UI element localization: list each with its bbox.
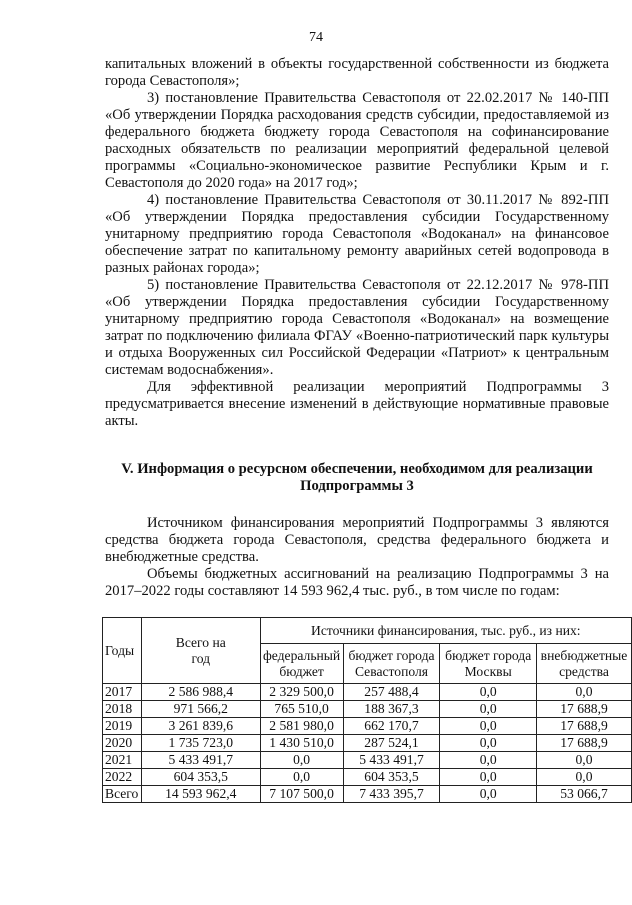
table-cell: 971 566,2 <box>141 701 260 718</box>
section-heading-line: V. Информация о ресурсном обеспечении, необходимом для реализации <box>121 461 593 477</box>
table-cell: 0,0 <box>537 769 632 786</box>
table-cell: 0,0 <box>537 752 632 769</box>
table-cell: 5 433 491,7 <box>343 752 440 769</box>
header-sevastopol: бюджет города Севастополя <box>343 644 440 684</box>
table-cell: 1 430 510,0 <box>260 735 343 752</box>
table-cell: 53 066,7 <box>537 786 632 803</box>
table-cell: 0,0 <box>440 752 537 769</box>
body-text-2 <box>105 515 609 600</box>
table-cell: 0,0 <box>440 701 537 718</box>
table-cell: 257 488,4 <box>343 684 440 701</box>
table-row <box>103 718 632 735</box>
table-cell: 0,0 <box>260 752 343 769</box>
table-cell: 604 353,5 <box>343 769 440 786</box>
table-cell: 17 688,9 <box>537 735 632 752</box>
funding-table <box>102 617 632 803</box>
table-cell: Всего <box>103 786 142 803</box>
header-sources: Источники финансирования, тыс. руб., из них: <box>260 618 631 644</box>
table-cell: 7 107 500,0 <box>260 786 343 803</box>
table-cell: 765 510,0 <box>260 701 343 718</box>
table-cell: 0,0 <box>440 684 537 701</box>
section-heading <box>105 461 609 495</box>
paragraph: капитальных вложений в объекты государственной собственности из бюджета города Севастополя»; <box>105 56 609 89</box>
table-cell: 2019 <box>103 718 142 735</box>
table-cell: 14 593 962,4 <box>141 786 260 803</box>
section-heading-line: Подпрограммы 3 <box>300 478 414 494</box>
page-number: 74 <box>309 30 323 45</box>
header-moscow: бюджет города Москвы <box>440 644 537 684</box>
table-cell: 2 586 988,4 <box>141 684 260 701</box>
table-row <box>103 752 632 769</box>
table-cell: 2018 <box>103 701 142 718</box>
table-cell: 2 581 980,0 <box>260 718 343 735</box>
table-cell: 1 735 723,0 <box>141 735 260 752</box>
table-row <box>103 701 632 718</box>
table-cell: 0,0 <box>440 718 537 735</box>
paragraph: Для эффективной реализации мероприятий Подпрограммы 3 предусматривается внесение изменений в действующие нормативные правовые акты. <box>105 379 609 429</box>
header-federal: федеральный бюджет <box>260 644 343 684</box>
table-cell: 17 688,9 <box>537 701 632 718</box>
header-extra: внебюджетные средства <box>537 644 632 684</box>
table-row <box>103 769 632 786</box>
table-cell: 0,0 <box>440 769 537 786</box>
table-cell: 2022 <box>103 769 142 786</box>
table-row <box>103 786 632 803</box>
paragraph: 5) постановление Правительства Севастополя от 22.12.2017 № 978-ПП «Об утверждении Порядка предоставления субсидии Государственному унитарному предприятию города Севастополя «Водоканал» на возмещение затрат по подключению филиала ФГАУ «Военно-патриотический парк культуры и отдыха Вооруженных сил Российской Федерации «Патриот» к центральным системам водоснабжения». <box>105 277 609 378</box>
paragraph: Объемы бюджетных ассигнований на реализацию Подпрограммы 3 на 2017–2022 годы составляют 14 593 962,4 тыс. руб., в том числе по годам: <box>105 566 609 599</box>
table-cell: 7 433 395,7 <box>343 786 440 803</box>
table-row <box>103 735 632 752</box>
table-cell: 2020 <box>103 735 142 752</box>
table-cell: 0,0 <box>440 786 537 803</box>
table-cell: 0,0 <box>260 769 343 786</box>
table-cell: 2 329 500,0 <box>260 684 343 701</box>
table-row <box>103 684 632 701</box>
table-cell: 3 261 839,6 <box>141 718 260 735</box>
header-years: Годы <box>103 618 142 684</box>
table-cell: 5 433 491,7 <box>141 752 260 769</box>
table-cell: 662 170,7 <box>343 718 440 735</box>
table-cell: 0,0 <box>440 735 537 752</box>
paragraph: Источником финансирования мероприятий Подпрограммы 3 являются средства бюджета города Севастополя, средства федерального бюджета и внебюджетные средства. <box>105 515 609 565</box>
header-total: Всего на год <box>141 618 260 684</box>
table-cell: 17 688,9 <box>537 718 632 735</box>
table-cell: 2021 <box>103 752 142 769</box>
table-cell: 0,0 <box>537 684 632 701</box>
body-text <box>105 56 609 430</box>
paragraph: 4) постановление Правительства Севастополя от 30.11.2017 № 892-ПП «Об утверждении Порядка предоставления субсидии Государственному унитарному предприятию города Севастополя «Водоканал» на финансовое обеспечение затрат по капитальному ремонту аварийных сетей водопровода в разных районах города»; <box>105 192 609 276</box>
table-cell: 287 524,1 <box>343 735 440 752</box>
paragraph: 3) постановление Правительства Севастополя от 22.02.2017 № 140-ПП «Об утверждении Порядка расходования средств субсидии, предоставляемой из федерального бюджета бюджету города Севастополя на софинансирование расходных обязательств по реализации мероприятий федеральной целевой программы «Социально-экономическое развитие Республики Крым и г. Севастополя до 2020 года» на 2017 год»; <box>105 90 609 191</box>
table-cell: 604 353,5 <box>141 769 260 786</box>
table-cell: 2017 <box>103 684 142 701</box>
table-cell: 188 367,3 <box>343 701 440 718</box>
